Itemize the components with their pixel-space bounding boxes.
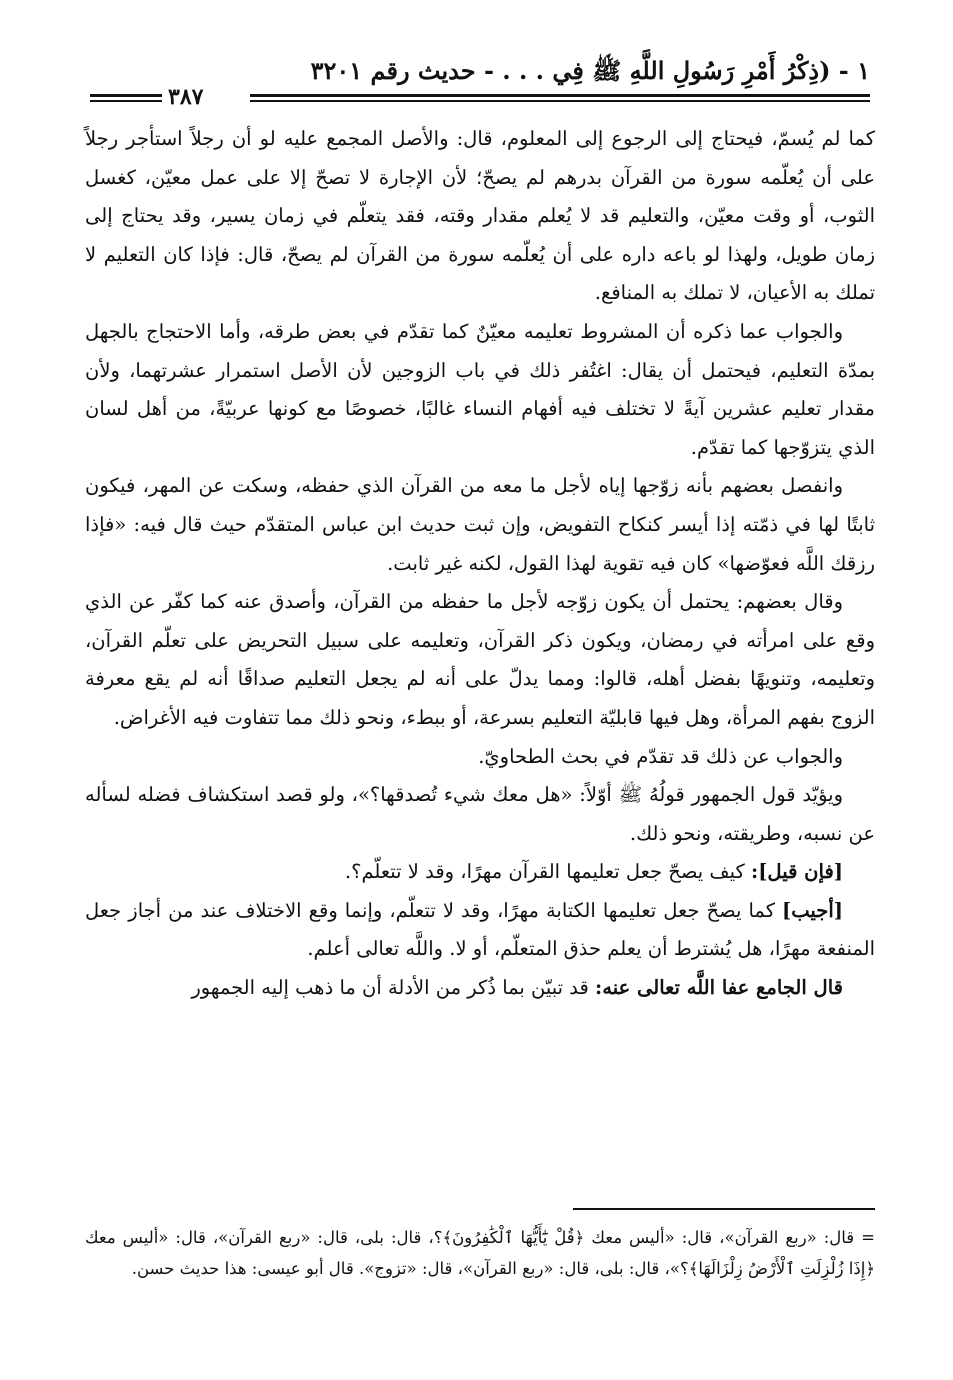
main-text <box>85 120 875 1008</box>
conclusion-label: قال الجامع عفا اللَّه تعالى عنه: <box>595 976 843 1000</box>
header-rule-left <box>90 94 162 97</box>
answer-text: كما يصحّ جعل تعليمها الكتابة مهرًا، وقد لا تتعلّم، وإنما وقع الاختلاف عند من أجاز جعل المنفعة مهرًا، هل يُشترط أن يعلم حذق المتعلّم، أو لا. واللَّه تعالى أعلم. <box>85 898 875 961</box>
paragraph-3: وانفصل بعضهم بأنه زوّجها إياه لأجل ما معه من القرآن الذي حفظه، وسكت عن المهر، فيكون ثابتًا لها في ذمّته إذا أيسر كنكاح التفويض، وإن ثبت حديث ابن عباس المتقدّم حيث قال فيه: «فإذا رزقك اللَّه فعوّضها» كان فيه تقوية لهذا القول، لكنه غير ثابت. <box>85 474 875 575</box>
question-text: كيف يصحّ جعل تعليمها القرآن مهرًا، وقد لا تتعلّم؟. <box>344 860 745 884</box>
footnotes <box>85 1222 875 1284</box>
paragraph-2: والجواب عما ذكره أن المشروط تعليمه معيّنٌ كما تقدّم في بعض طرقه، وأما الاحتجاج بالجهل بمدّة التعليم، فيحتمل أن يقال: اغتُفر ذلك في باب الزوجين لأن الأصل استمرار عشرتهما، ولأن مقدار تعليم عشرين آيةً لا تختلف فيه أفهام النساء غالبًا، خصوصًا مع كونها عربيّةً، من أهل لسان الذي يتزوّجها كما تقدّم. <box>85 319 875 459</box>
footnote-separator <box>573 1208 875 1210</box>
answer-label: [أجيب] <box>782 898 843 922</box>
header-rule-left-thin <box>90 100 162 102</box>
paragraph-4: وقال بعضهم: يحتمل أن يكون زوّجه لأجل ما حفظه من القرآن، وأصدق عنه كما كفّر عن الذي وقع على امرأته في رمضان، ويكون ذكر القرآن، وتعليمه على سبيل التحريض على تعلّم القرآن، وتعليمه، وتنويهًا بفضل أهله، قالوا: ومما يدلّ على أنه لم يجعل التعليم صداقًا أنه لم يقع معرفة الزوج بفهم المرأة، وهل فيها قابليّة التعليم بسرعة، أو ببطء، ونحو ذلك مما تتفاوت فيه الأغراض. <box>85 590 875 729</box>
paragraph-6: ويؤيّد قول الجمهور قولُهُ ﷺ أوّلاً: «هل معك شيء تُصدقها؟»، ولو قصد استكشاف فضله لسأله عن نسبه، وطريقته، ونحو ذلك. <box>85 783 875 845</box>
paragraph-1: كما لم يُسمّ، فيحتاج إلى الرجوع إلى المعلوم، قال: والأصل المجمع عليه لو أن رجلاً استأجر رجلاً على أن يُعلّمه سورة من القرآن بدرهم لم يصحّ؛ لأن الإجارة لا تصحّ إلا على عمل معيّن، كغسل الثوب، أو وقت معيّن، والتعليم قد لا يُعلم مقدار وقته، فقد يتعلّم في زمان يسير، وقد يحتاج إلى زمان طويل، ولهذا لو باعه داره على أن يُعلّمه سورة من القرآن لم يصحّ، قال: فإذا كان التعليم لا تملك به الأعيان، لا تملك به المنافع. <box>85 127 875 305</box>
conclusion-paragraph <box>85 969 875 1008</box>
running-header <box>90 56 870 110</box>
header-title: ١ - (ذِكْرُ أَمْرِ رَسُولِ اللَّهِ ﷺ فِي . . . - حديث رقم ٣٢٠١ <box>310 56 870 85</box>
header-rule-right-thin <box>250 100 870 102</box>
footnote-1: = قال: «ربع القرآن»، قال: «أليس معك ﴿قُلْ يَٰٓأَيُّهَا ٱلْكَٰفِرُونَ﴾؟، قال: بلى، قال: «ربع القرآن»، قال: «أليس معك ﴿إِذَا زُلْزِلَتِ ٱلْأَرْضُ زِلْزَالَهَا﴾؟»، قال: بلى، قال: «ربع القرآن»، قال: «تزوج». قال أبو عيسى: هذا حديث حسن. <box>85 1228 875 1278</box>
conclusion-text: قد تبيّن بما ذُكر من الأدلة أن ما ذهب إليه الجمهور <box>191 976 589 1000</box>
header-rule-right <box>250 94 870 97</box>
page-number: ٣٨٧ <box>168 84 204 110</box>
question-label: [فإن قيل]: <box>751 860 843 884</box>
paragraph-5: والجواب عن ذلك قد تقدّم في بحث الطحاويّ. <box>478 744 843 768</box>
question-paragraph <box>85 853 875 892</box>
answer-paragraph <box>85 892 875 969</box>
